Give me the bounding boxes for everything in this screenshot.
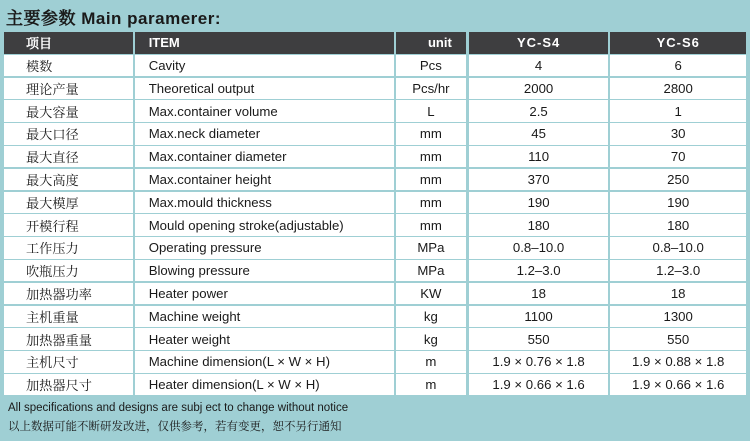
- table-row: [4, 237, 746, 259]
- cell-item-name: Machine dimension(L × W × H): [135, 351, 394, 373]
- cell-value-yc-s4: 370: [469, 169, 609, 191]
- cell-value-yc-s4: 1.9 × 0.66 × 1.6: [469, 374, 609, 396]
- cell-unit: MPa: [396, 237, 466, 259]
- header-cn-item: 项目: [4, 32, 133, 54]
- cell-chinese-name: 最大容量: [4, 100, 133, 122]
- cell-value-yc-s4: 1100: [469, 306, 609, 328]
- cell-unit: MPa: [396, 260, 466, 282]
- cell-value-yc-s6: 2800: [610, 78, 746, 100]
- cell-unit: L: [396, 100, 466, 122]
- cell-value-yc-s4: 180: [469, 214, 609, 236]
- cell-value-yc-s4: 45: [469, 123, 609, 145]
- header-model-yc-s6: YC-S6: [610, 32, 746, 54]
- table-row: [4, 351, 746, 373]
- footnote-chinese: 以上数据可能不断研发改进，仅供参考，若有变更，恕不另行通知: [8, 421, 342, 433]
- cell-chinese-name: 加热器功率: [4, 283, 133, 305]
- table-row: [4, 260, 746, 282]
- cell-item-name: Mould opening stroke(adjustable): [135, 214, 394, 236]
- cell-value-yc-s6: 550: [610, 328, 746, 350]
- cell-value-yc-s4: 4: [469, 55, 609, 77]
- page-title: 主要参数 Main paramerer:: [6, 9, 221, 28]
- cell-item-name: Cavity: [135, 55, 394, 77]
- cell-chinese-name: 主机重量: [4, 306, 133, 328]
- cell-unit: mm: [396, 146, 466, 168]
- cell-value-yc-s6: 180: [610, 214, 746, 236]
- cell-item-name: Theoretical output: [135, 78, 394, 100]
- cell-chinese-name: 主机尺寸: [4, 351, 133, 373]
- header-unit: unit: [396, 32, 466, 54]
- cell-unit: Pcs/hr: [396, 78, 466, 100]
- cell-unit: mm: [396, 123, 466, 145]
- cell-item-name: Machine weight: [135, 306, 394, 328]
- cell-value-yc-s4: 0.8–10.0: [469, 237, 609, 259]
- cell-value-yc-s4: 2.5: [469, 100, 609, 122]
- cell-chinese-name: 最大口径: [4, 123, 133, 145]
- table-row: [4, 100, 746, 122]
- cell-unit: Pcs: [396, 55, 466, 77]
- cell-chinese-name: 理论产量: [4, 78, 133, 100]
- cell-unit: mm: [396, 169, 466, 191]
- header-model-yc-s4: YC-S4: [469, 32, 609, 54]
- cell-chinese-name: 开模行程: [4, 214, 133, 236]
- cell-value-yc-s6: 1300: [610, 306, 746, 328]
- footnote-english: All specifications and designs are subj ect to change without notice: [8, 402, 349, 414]
- cell-value-yc-s4: 1.2–3.0: [469, 260, 609, 282]
- cell-value-yc-s6: 70: [610, 146, 746, 168]
- cell-value-yc-s6: 190: [610, 192, 746, 214]
- table-row: [4, 283, 746, 305]
- table-row: [4, 55, 746, 77]
- cell-value-yc-s6: 1.2–3.0: [610, 260, 746, 282]
- table-body: [4, 55, 746, 396]
- cell-chinese-name: 加热器尺寸: [4, 374, 133, 396]
- cell-unit: m: [396, 351, 466, 373]
- cell-item-name: Max.container height: [135, 169, 394, 191]
- cell-chinese-name: 最大直径: [4, 146, 133, 168]
- cell-chinese-name: 加热器重量: [4, 328, 133, 350]
- cell-chinese-name: 最大模厚: [4, 192, 133, 214]
- cell-item-name: Max.container diameter: [135, 146, 394, 168]
- table-row: [4, 192, 746, 214]
- cell-value-yc-s6: 1.9 × 0.66 × 1.6: [610, 374, 746, 396]
- table-header-row: [4, 32, 746, 54]
- cell-value-yc-s6: 6: [610, 55, 746, 77]
- cell-value-yc-s6: 0.8–10.0: [610, 237, 746, 259]
- cell-value-yc-s6: 30: [610, 123, 746, 145]
- table-row: [4, 146, 746, 168]
- cell-item-name: Heater dimension(L × W × H): [135, 374, 394, 396]
- cell-item-name: Heater power: [135, 283, 394, 305]
- cell-unit: kg: [396, 328, 466, 350]
- cell-item-name: Operating pressure: [135, 237, 394, 259]
- cell-value-yc-s6: 1.9 × 0.88 × 1.8: [610, 351, 746, 373]
- cell-chinese-name: 吹瓶压力: [4, 260, 133, 282]
- cell-item-name: Max.container volume: [135, 100, 394, 122]
- table-row: [4, 374, 746, 396]
- table-row: [4, 306, 746, 328]
- cell-value-yc-s4: 550: [469, 328, 609, 350]
- cell-chinese-name: 模数: [4, 55, 133, 77]
- cell-chinese-name: 最大高度: [4, 169, 133, 191]
- cell-value-yc-s4: 110: [469, 146, 609, 168]
- cell-unit: KW: [396, 283, 466, 305]
- cell-unit: mm: [396, 214, 466, 236]
- cell-unit: m: [396, 374, 466, 396]
- cell-value-yc-s4: 2000: [469, 78, 609, 100]
- cell-value-yc-s6: 18: [610, 283, 746, 305]
- cell-chinese-name: 工作压力: [4, 237, 133, 259]
- cell-item-name: Max.mould thickness: [135, 192, 394, 214]
- cell-value-yc-s4: 1.9 × 0.76 × 1.8: [469, 351, 609, 373]
- cell-value-yc-s4: 190: [469, 192, 609, 214]
- table-row: [4, 78, 746, 100]
- table-row: [4, 123, 746, 145]
- cell-value-yc-s4: 18: [469, 283, 609, 305]
- cell-value-yc-s6: 250: [610, 169, 746, 191]
- table-row: [4, 214, 746, 236]
- cell-unit: kg: [396, 306, 466, 328]
- header-item: ITEM: [135, 32, 394, 54]
- cell-item-name: Blowing pressure: [135, 260, 394, 282]
- cell-item-name: Heater weight: [135, 328, 394, 350]
- cell-value-yc-s6: 1: [610, 100, 746, 122]
- cell-item-name: Max.neck diameter: [135, 123, 394, 145]
- cell-unit: mm: [396, 192, 466, 214]
- spec-table: [4, 32, 746, 397]
- table-row: [4, 169, 746, 191]
- table-row: [4, 328, 746, 350]
